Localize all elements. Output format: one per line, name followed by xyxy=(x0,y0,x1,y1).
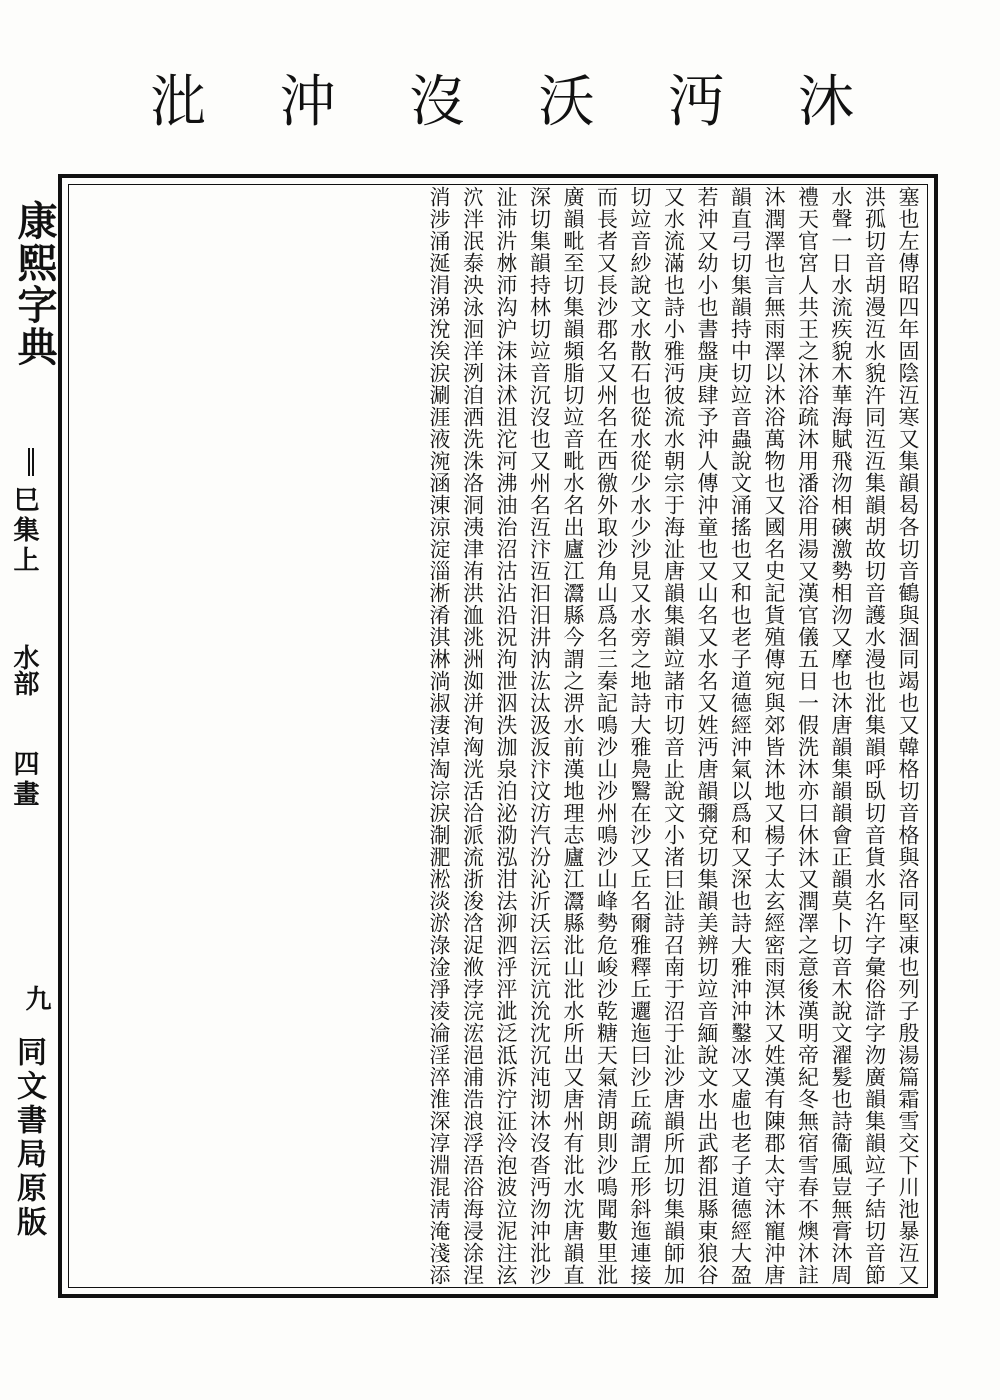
seal-glyph: 沒 xyxy=(409,70,462,135)
book-title: 康熙字典 xyxy=(11,200,58,368)
seal-glyph: 沔 xyxy=(668,70,721,135)
section-label: 巳集上 xyxy=(9,486,39,576)
publisher-label: 同文書局原版 xyxy=(11,1036,46,1240)
page-footer xyxy=(60,1318,940,1348)
seal-glyph: 沐 xyxy=(797,70,850,135)
chinese-page-number: 九 xyxy=(21,985,51,1011)
dictionary-body-text xyxy=(76,186,924,1286)
main-text-frame xyxy=(58,174,938,1298)
seal-glyph: 沃 xyxy=(538,70,591,135)
seal-glyph: 沘 xyxy=(150,70,202,135)
double-rule-divider xyxy=(28,448,34,476)
seal-script-heading xyxy=(150,48,850,148)
seal-glyph: 沖 xyxy=(279,70,332,135)
strokes-label: 四畫 xyxy=(9,750,39,810)
radical-label: 水部 xyxy=(9,644,39,696)
margin-column xyxy=(4,190,58,1290)
body-paragraph: 塞也左傳昭四年固陰沍寒又集韻曷各切音鶴與涸同竭也又韓格切音格與洛同堅凍也列子殷湯篇霜雪交下川池暴沍又洪孤切音胡漫沍水貌汻同沍沍集韻胡故切音護水漫也沘集韻呼臥切音貨水名汻字彙俗滸字沕廣韻集韻竝子結切音節水聲一日水流疾貌木華海賦飛沕相磢激勢相沕又摩也沐唐韻集韻韻會正韻莫卜切音木說文濯髮也詩衞風豈無膏沐周禮天官宮人共王之沐浴疏沐用潘浴用湯又漢官儀五日一假洗沐亦曰休沐又潤澤之意後漢明帝紀冬無宿雪春不燠沐註沐潤澤也言無雨澤以沐浴萬物也又國名史記貨殖傳宛與郊皆沐地又楊子太玄經密雨溟沐又姓漢有陳郡太守沐寵沖唐韻直弓切集韻持中切竝音蟲說文涌搖也又和也老子道德經沖氣以爲和又深也詩大雅沖沖鑿冰又虛也老子道德經大盈若沖又幼小也書盤庚肆予沖人傳沖童也又山名又水名又姓沔唐韻彌兗切集韻美辨切竝音緬說文水出武都沮縣東狼谷又水流滿也詩小雅沔彼流水朝宗于海沚唐韻集韻竝諸市切音止說文小渚曰沚詩召南于沼于沚沙唐韻所加切集韻師加切竝音紗說文水散石也從水從少水少沙見又水旁之地詩大雅鳧鷖在沙又丘名爾雅釋丘邐迤曰沙丘疏謂丘形斜迤連接而長者又長沙郡名又州名在西徼外取沙角山爲名三秦記鳴沙山沙州鳴沙山峰勢危峻沙乾糖天氣清朗則沙鳴聞數里沘廣韻毗至切集韻頻脂切竝音毗水名出廬江灊縣今謂之淠水前漢地理志廬江灊縣沘山沘水所出又唐州有沘水沈唐韻直深切集韻持林切竝音沉沒也又州名沍汴沍汩汨汫汭汯汰汲汳汴汶汸汽汾沁沂沃沄沅沆沇沈沉沌沏沐沒沓沔沕沖沘沙沚沛沜沝沞沟沪沫沬沭沮沱河沸油治沼沽沾沿況泃泄泅泆泇泉泊泌泐泓泔法泖泗泘泙泚泛泜泝泞泟泠泡波泣泥注泫泬泮泯泰泱泳洄洋洌洎洒洗洙洛洞洟津洧洪洫洮洲洳洴洵洶洸活洽派流浙浚浛浞浟浡浣浤浥浦浩浪浮浯浴海浸涂涅消涉涌涎涓涕涗涘涙涮涯液涴涵涷涼淀淄淅淆淇淋淌淑淒淖淘淙淚淛淝淞淡淤淥淦淨淩淪淫淬淮深淳淵混淸淹淺添 xyxy=(427,186,920,1286)
